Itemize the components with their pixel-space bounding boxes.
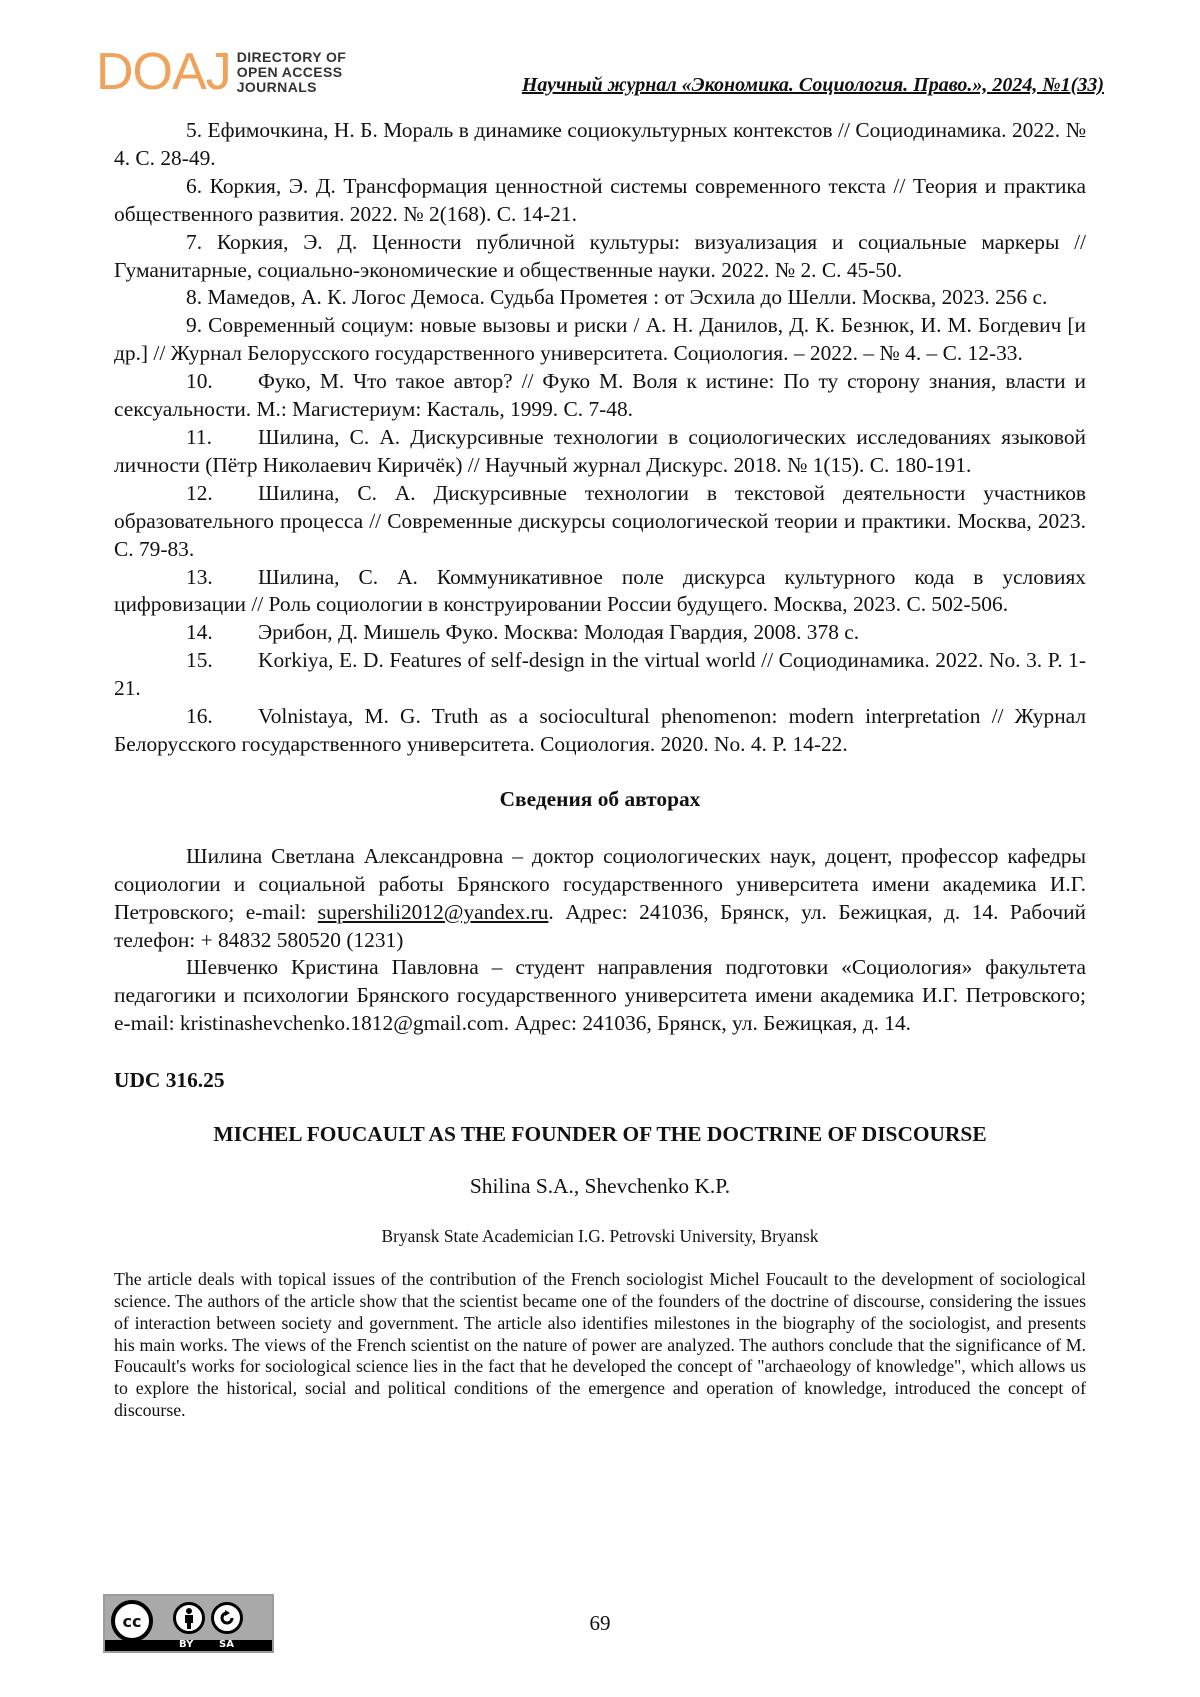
reference-text: Современный социум: новые вызовы и риски / А. Н. Данилов, Д. К. Безнюк, И. М. Богдевич [и др.] // Журнал Белорусского государственного университета. Социология. – 2022. – № 4. – С. 12-33. [114, 313, 1086, 366]
doaj-logo-subtitle [237, 50, 347, 95]
author1-text: Шилина Светлана Александровна – доктор социологических наук, доцент, профессор кафедры социологии и социальной работы Брянского государственного университета имени академика И.Г. Петровского; e-mail: [114, 843, 1086, 924]
reference-number: 13. [186, 564, 213, 589]
reference-text: Коркия, Э. Д. Трансформация ценностной системы современного текста // Теория и практика общественного развития. 2022. № 2(168). С. 14-21. [114, 173, 1086, 226]
cc-icon: cc [111, 1600, 153, 1642]
article-affiliation: Bryansk State Academician I.G. Petrovski University, Bryansk [381, 1226, 819, 1247]
license-label-sa: SA [219, 1639, 234, 1650]
reference-text: Фуко, М. Что такое автор? // Фуко М. Воля к истине: По ту сторону знания, власти и сексуальности. М.: Магистериум: Касталь, 1999. С. 7-48. [114, 369, 1086, 422]
reference-item [114, 564, 1086, 620]
reference-text: Шилина, С. А. Дискурсивные технологии в текстовой деятельности участников образовательного процесса // Современные дискурсы социологической теории и практики. Москва, 2023. С. 79-83. [114, 480, 1086, 561]
reference-text: Коркия, Э. Д. Ценности публичной культуры: визуализация и социальные маркеры // Гуманитарные, социально-экономические и общественные науки. 2022. № 2. С. 45-50. [114, 229, 1086, 282]
reference-text: Шилина, С. А. Дискурсивные технологии в социологических исследованиях языковой личности (Пётр Николаевич Киричёк) // Научный журнал Дискурс. 2018. № 1(15). С. 180-191. [114, 424, 1086, 477]
reference-item [114, 173, 1086, 229]
reference-number: 7. [186, 229, 203, 254]
doaj-logo-line: JOURNALS [236, 78, 317, 95]
reference-text: Volnistaya, M. G. Truth as a sociocultural phenomenon: modern interpretation // Журнал Белорусского государственного университета. Социология. 2020. No. 4. P. 14-22. [114, 704, 1086, 756]
authors-heading: Сведения об авторах [499, 786, 701, 811]
reference-text: Эрибон, Д. Мишель Фуко. Москва: Молодая Гвардия, 2008. 378 с. [258, 620, 860, 645]
reference-item [114, 284, 1086, 312]
page-content [114, 117, 1086, 1422]
reference-text: Шилина, С. А. Коммуникативное поле дискурса культурного кода в условиях цифровизации // Роль социологии в конструировании России будущего. Москва, 2023. С. 502-506. [114, 564, 1086, 617]
author1-text-end: . Адрес: 241036, Брянск, ул. Бежицкая, д. 14. Рабочий телефон: + 84832 580520 (1231) [114, 899, 1086, 952]
reference-text: Korkiya, E. D. Features of self-design in the virtual world // Социодинамика. 2022. No. 3. P. 1-21. [114, 648, 1086, 701]
reference-text: Мамедов, А. К. Логос Демоса. Судьба Прометея : от Эсхила до Шелли. Москва, 2023. 256 с. [207, 285, 1048, 310]
author1-email-link[interactable]: supershili2012@yandex.ru [317, 899, 549, 924]
doaj-logo-line: OPEN ACCESS [236, 63, 343, 80]
article-abstract: The article deals with topical issues of the contribution of the French sociologist Michel Foucault to the development of sociological science. The authors of the article show that the scientist became one of the founders of the doctrine of discourse, considering the issues of interaction between society and government. The article also identifies milestones in the biography of the sociologist, and presents his main works. The views of the French scientist on the nature of power are analyzed. The authors conclude that the significance of M. Foucault's works for sociological science lies in the fact that he developed the concept of "archaeology of knowledge", which allows us to explore the historical, social and political conditions of the emergence and operation of knowledge, introduced the concept of discourse. [114, 1269, 1086, 1420]
udc-code: UDC 316.25 [114, 1068, 225, 1093]
author-info-paragraph: Шевченко Кристина Павловна – студент направления подготовки «Социология» факультета педагогики и психологии Брянского государственного университета имени академика И.Г. Петровского; e-mail: kristinashevchenko.1812@gmail.com. Адрес: 241036, Брянск, ул. Бежицкая, д. 14. [114, 955, 1086, 1036]
reference-item [114, 229, 1086, 285]
reference-number: 14. [186, 620, 213, 645]
journal-running-header: Научный журнал «Экономика. Социология. Право.», 2024, №1(33) [521, 74, 1104, 96]
doaj-logo-text: DOAJ [96, 43, 231, 101]
page-number: 69 [589, 1611, 611, 1635]
reference-number: 9. [186, 313, 203, 338]
reference-item [114, 117, 1086, 173]
reference-number: 8. [186, 285, 203, 310]
reference-number: 12. [186, 480, 213, 505]
reference-number: 6. [186, 173, 203, 198]
doaj-logo[interactable] [96, 44, 346, 100]
reference-text: Ефимочкина, Н. Б. Мораль в динамике социокультурных контекстов // Социодинамика. 2022. № 4. С. 28-49. [114, 118, 1086, 170]
reference-list [114, 117, 1086, 759]
reference-item [114, 619, 1086, 647]
article-authors: Shilina S.A., Shevchenko K.P. [469, 1174, 731, 1199]
reference-number: 16. [186, 704, 213, 729]
reference-number: 11. [186, 424, 212, 449]
article-title: MICHEL FOUCAULT AS THE FOUNDER OF THE DOCTRINE OF DISCOURSE [213, 1122, 987, 1147]
reference-number: 15. [186, 648, 213, 673]
reference-item [114, 312, 1086, 368]
license-label-by: BY [179, 1639, 194, 1650]
author-info-paragraph [114, 843, 1086, 955]
reference-item [114, 703, 1086, 759]
reference-item [114, 647, 1086, 703]
reference-item [114, 368, 1086, 424]
doaj-logo-line: DIRECTORY OF [236, 48, 347, 65]
reference-item [114, 480, 1086, 564]
reference-number: 10. [186, 369, 213, 394]
reference-number: 5. [186, 118, 203, 142]
reference-item [114, 424, 1086, 480]
